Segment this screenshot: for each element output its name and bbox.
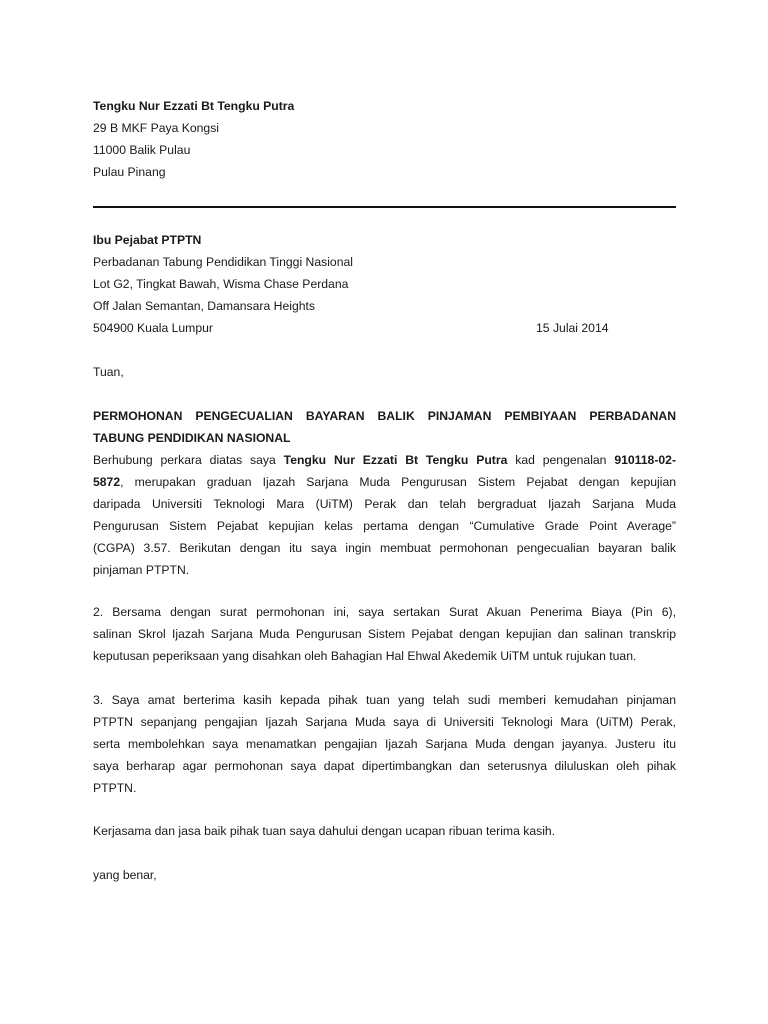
paragraph-2-line-3: keputusan peperiksaan yang disahkan oleh Bahagian Hal Ehwal Akedemik UiTM untuk rujukan tuan. (93, 649, 637, 663)
recipient-name: Ibu Pejabat PTPTN (93, 233, 202, 247)
paragraph-2 (93, 601, 676, 667)
p1-text-b: kad pengenalan (515, 453, 607, 467)
p1-applicant-name: Tengku Nur Ezzati Bt Tengku Putra (283, 453, 508, 467)
p1-text-a: Berhubung perkara diatas saya (93, 453, 276, 467)
sender-address-line-3: Pulau Pinang (93, 165, 166, 179)
paragraph-3-line-4: saya berharap agar permohonan saya dapat dipertimbangkan dan seterusnya diluluskan oleh pihak (93, 759, 676, 773)
paragraph-1-line-2 (93, 471, 676, 493)
p1-ic-number-part-2: 5872 (93, 475, 121, 489)
recipient-address-line-1: Perbadanan Tabung Pendidikan Tinggi Nasional (93, 255, 353, 269)
paragraph-1 (93, 449, 676, 581)
recipient-address-line-3: Off Jalan Semantan, Damansara Heights (93, 299, 315, 313)
paragraph-3-line-3: serta membolehkan saya menamatkan pengajian Ijazah Sarjana Muda dengan jayanya. Justeru itu (93, 737, 676, 751)
recipient-address-line-2: Lot G2, Tingkat Bawah, Wisma Chase Perdana (93, 277, 349, 291)
paragraph-3 (93, 689, 676, 799)
p1-ic-number-part-1: 910118-02- (614, 453, 676, 467)
closing-text: Kerjasama dan jasa baik pihak tuan saya dahului dengan ucapan ribuan terima kasih. (93, 824, 556, 838)
paragraph-1-line-5: (CGPA) 3.57. Berikutan dengan itu saya ingin membuat permohonan pengecualian bayaran balik (93, 541, 676, 555)
subject-line-1: PERMOHONAN PENGECUALIAN BAYARAN BALIK PINJAMAN PEMBIYAAN PERBADANAN (93, 409, 676, 423)
paragraph-3-line-2: PTPTN sepanjang pengajian Ijazah Sarjana Muda saya di Universiti Teknologi Mara (UiTM) Perak, (93, 715, 676, 729)
salutation: Tuan, (93, 365, 124, 379)
paragraph-1-line-3: daripada Universiti Teknologi Mara (UiTM) Perak dan telah bergraduat Ijazah Sarjana Muda (93, 497, 676, 511)
sender-address-line-1: 29 B MKF Paya Kongsi (93, 121, 219, 135)
paragraph-3-line-1: 3. Saya amat berterima kasih kepada pihak tuan yang telah sudi memberi kemudahan pinjaman (93, 693, 676, 707)
subject (93, 405, 676, 449)
sender-block (93, 95, 676, 183)
paragraph-2-line-2: salinan Skrol Ijazah Sarjana Muda Pengurusan Sistem Pejabat dengan kepujian dan salinan transkrip (93, 627, 676, 641)
subject-line-2: TABUNG PENDIDIKAN NASIONAL (93, 431, 291, 445)
recipient-address-line-4: 504900 Kuala Lumpur (93, 321, 213, 335)
paragraph-1-line-6: pinjaman PTPTN. (93, 563, 190, 577)
sender-name: Tengku Nur Ezzati Bt Tengku Putra (93, 99, 295, 113)
paragraph-2-line-1: 2. Bersama dengan surat permohonan ini, saya sertakan Surat Akuan Penerima Biaya (Pin 6), (93, 605, 676, 619)
paragraph-1-line-1 (93, 449, 676, 471)
sender-address-line-2: 11000 Balik Pulau (93, 143, 191, 157)
letter-date: 15 Julai 2014 (536, 321, 609, 335)
header-divider (93, 206, 676, 208)
signoff: yang benar, (93, 868, 157, 882)
paragraph-3-line-5: PTPTN. (93, 781, 137, 795)
p1-text-c: , merupakan graduan Ijazah Sarjana Muda Pengurusan Sistem Pejabat dengan kepujian (120, 475, 676, 489)
paragraph-1-line-4: Pengurusan Sistem Pejabat kepujian kelas pertama dengan “Cumulative Grade Point Average” (93, 519, 676, 533)
